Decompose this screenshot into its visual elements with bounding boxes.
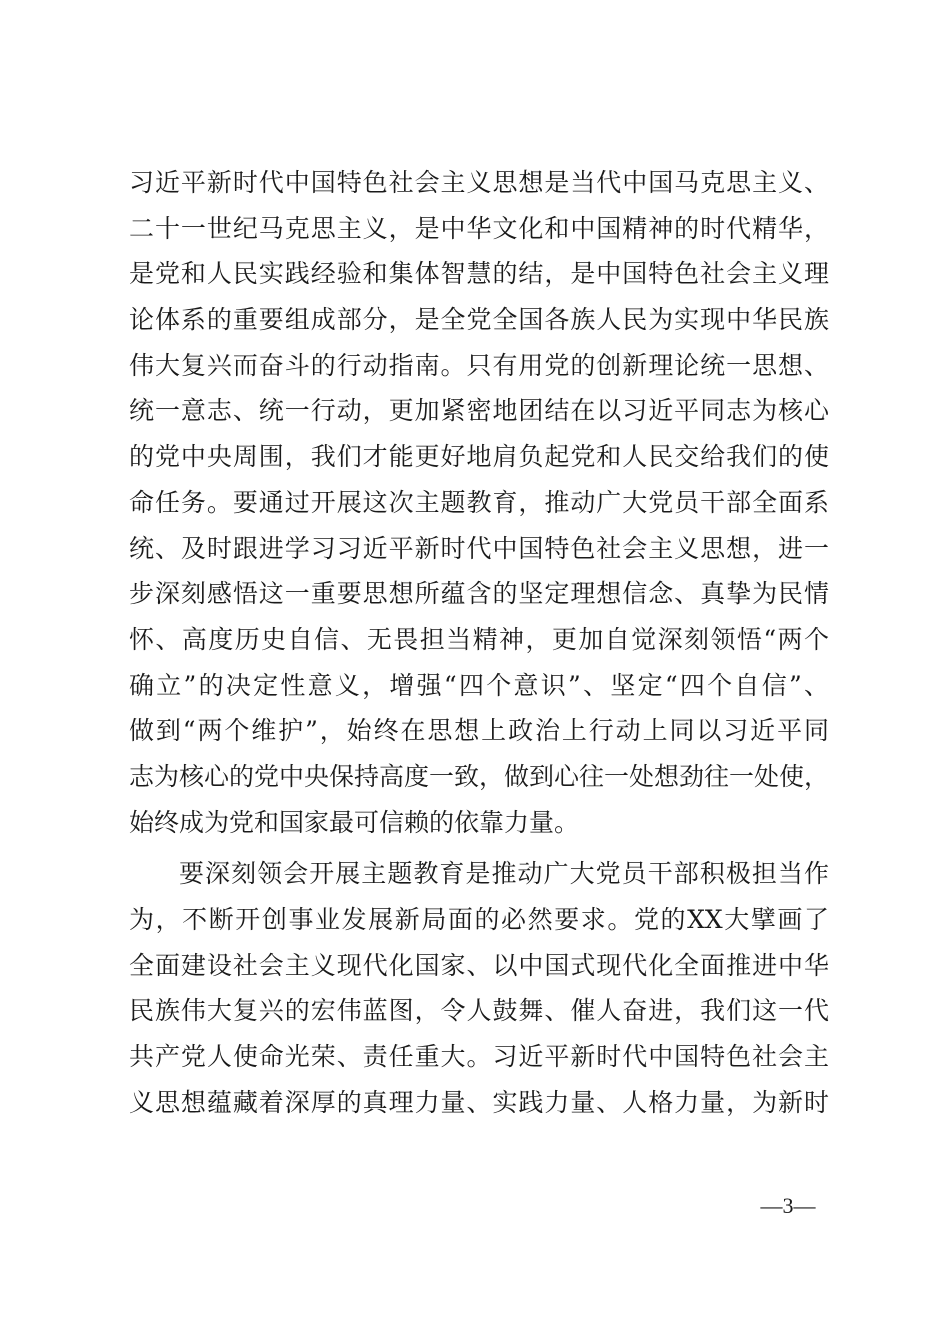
text-line: 的党中央周围，我们才能更好地肩负起党和人民交给我们的使 xyxy=(129,442,829,472)
text-line: 做到“两个维护”，始终在思想上政治上行动上同以习近平同 xyxy=(129,716,829,746)
text-line: 是党和人民实践经验和集体智慧的结，是中国特色社会主义理 xyxy=(129,259,829,289)
body-text xyxy=(129,160,829,1125)
text-line: 论体系的重要组成部分，是全党全国各族人民为实现中华民族 xyxy=(129,305,829,335)
text-line: 确立”的决定性意义，增强“四个意识”、坚定“四个自信”、 xyxy=(129,670,829,700)
text-line: 统一意志、统一行动，更加紧密地团结在以习近平同志为核心 xyxy=(129,396,829,426)
text-line: 志为核心的党中央保持高度一致，做到心往一处想劲往一处使， xyxy=(129,761,830,791)
text-line: 伟大复兴而奋斗的行动指南。只有用党的创新理论统一思想、 xyxy=(129,350,829,380)
text-line: 习近平新时代中国特色社会主义思想是当代中国马克思主义、 xyxy=(129,168,829,197)
text-line: 为，不断开创事业发展新局面的必然要求。党的XX大擘画了 xyxy=(129,905,829,934)
page-number: —3— xyxy=(760,1193,816,1218)
paragraph-2 xyxy=(129,851,829,1125)
paragraph-1 xyxy=(129,160,829,845)
text-line: 始终成为党和国家最可信赖的依靠力量。 xyxy=(129,807,580,837)
text-line: 全面建设社会主义现代化国家、以中国式现代化全面推进中华 xyxy=(129,950,829,980)
text-line: 二十一世纪马克思主义，是中华文化和中国精神的时代精华， xyxy=(129,213,829,243)
text-line: 怀、高度历史自信、无畏担当精神，更加自觉深刻领悟“两个 xyxy=(129,624,829,654)
text-line: 共产党人使命光荣、责任重大。习近平新时代中国特色社会主 xyxy=(129,1042,829,1072)
text-line: 义思想蕴藏着深厚的真理力量、实践力量、人格力量，为新时 xyxy=(129,1087,829,1117)
text-line: 统、及时跟进学习习近平新时代中国特色社会主义思想，进一 xyxy=(129,533,829,563)
text-line: 步深刻感悟这一重要思想所蕴含的坚定理想信念、真挚为民情 xyxy=(129,579,829,609)
text-line: 命任务。要通过开展这次主题教育，推动广大党员干部全面系 xyxy=(129,487,829,517)
text-line: 民族伟大复兴的宏伟蓝图，令人鼓舞、催人奋进，我们这一代 xyxy=(129,996,829,1026)
text-line: 要深刻领会开展主题教育是推动广大党员干部积极担当作 xyxy=(179,859,829,889)
